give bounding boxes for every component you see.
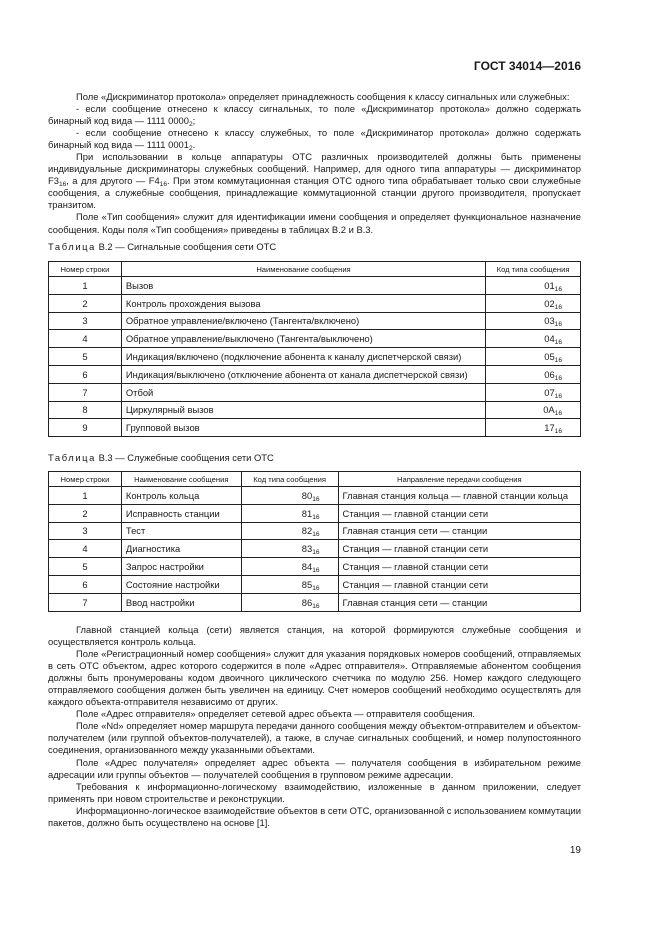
code-cell bbox=[241, 487, 338, 505]
col-header-code: Код типа сообщения bbox=[241, 472, 338, 487]
code-cell bbox=[486, 401, 581, 419]
code-base: 16 bbox=[554, 321, 562, 329]
table-row bbox=[49, 330, 581, 348]
table-row bbox=[49, 593, 581, 611]
direction-cell: Станция — главной станции сети bbox=[338, 540, 580, 558]
code-base: 16 bbox=[554, 357, 562, 365]
code-cell bbox=[241, 575, 338, 593]
code-cell bbox=[241, 593, 338, 611]
code-cell bbox=[486, 365, 581, 383]
row-number-cell: 8 bbox=[49, 401, 122, 419]
row-number-cell: 4 bbox=[49, 330, 122, 348]
message-name-cell: Индикация/включено (подключение абонента к каналу диспетчерской связи) bbox=[121, 348, 485, 366]
row-number-cell: 2 bbox=[49, 504, 122, 522]
col-header-number: Номер строки bbox=[49, 262, 122, 277]
row-number-cell: 7 bbox=[49, 593, 122, 611]
message-name-cell: Обратное управление/выключено (Тангента/выключено) bbox=[121, 330, 485, 348]
body-paragraph-5: Поле «Адрес получателя» определяет адрес объекта — получателя сообщения в избирательном режиме адресации или группы объектов — получателей сообщения в групповом режиме адресации. bbox=[48, 756, 581, 780]
row-number-cell: 1 bbox=[49, 487, 122, 505]
code-base: 16 bbox=[312, 549, 320, 557]
table-row bbox=[49, 348, 581, 366]
code-cell bbox=[241, 504, 338, 522]
body-paragraph-7: Информационно-логическое взаимодействие объектов в сети ОТС, организованной с использованием коммутации пакетов, должно быть осуществлено на основе [1]. bbox=[48, 804, 581, 828]
row-number-cell: 2 bbox=[49, 294, 122, 312]
row-number-cell: 7 bbox=[49, 383, 122, 401]
direction-cell: Станция — главной станции сети bbox=[338, 558, 580, 576]
body-text bbox=[48, 624, 581, 829]
table-b3-caption: Таблица В.3 — Служебные сообщения сети ОТС bbox=[48, 452, 274, 463]
row-number-cell: 3 bbox=[49, 312, 122, 330]
col-header-number: Номер строки bbox=[49, 472, 122, 487]
row-number-cell: 6 bbox=[49, 575, 122, 593]
message-name-cell: Исправность станции bbox=[121, 504, 241, 522]
page-number: 19 bbox=[569, 845, 581, 856]
row-number-cell: 3 bbox=[49, 522, 122, 540]
row-number-cell: 1 bbox=[49, 277, 122, 295]
table-row bbox=[49, 401, 581, 419]
code-value: 86 bbox=[301, 596, 313, 608]
body-paragraph-4: Поле «Nd» определяет номер маршрута передачи данного сообщения между объектом-отправителем и объектом-получателем (или группой объектов-получателей), а также, в случае сигнальных сообщений, и номер полупостоянного соединения, организованного между указанными объектами. bbox=[48, 720, 581, 756]
message-name-cell: Состояние настройки bbox=[121, 575, 241, 593]
code-base: 16 bbox=[312, 567, 320, 575]
code-cell bbox=[241, 540, 338, 558]
code-cell bbox=[241, 522, 338, 540]
message-name-cell: Вызов bbox=[121, 277, 485, 295]
code-base: 16 bbox=[312, 513, 320, 521]
message-name-cell: Циркулярный вызов bbox=[121, 401, 485, 419]
code-base: 16 bbox=[312, 584, 320, 592]
intro-paragraph-4: При использовании в кольце аппаратуры ОТС различных производителей должны быть применены индивидуальные дискриминаторы служебных сообщений. Например, для одного типа аппаратуры — дискриминатор $F3_{16}$, а для другого — $F4_{16}$. При этом коммутационная станция ОТС одного типа обрабатывает только свои служебные сообщения, а служебные сообщения, принадлежащие коммутационной станции другого производителя, пропускает транзитом. bbox=[48, 151, 581, 211]
table-b3-header-row bbox=[49, 472, 581, 487]
code-value: 03 bbox=[544, 315, 555, 327]
table-row bbox=[49, 419, 581, 437]
code-cell bbox=[241, 558, 338, 576]
message-name-cell: Тест bbox=[121, 522, 241, 540]
code-base: 16 bbox=[312, 531, 320, 539]
code-base: 16 bbox=[554, 285, 562, 293]
code-value: 05 bbox=[544, 351, 555, 363]
table-row bbox=[49, 575, 581, 593]
code-cell bbox=[486, 294, 581, 312]
col-header-direction: Направление передачи сообщения bbox=[338, 472, 580, 487]
code-value: 83 bbox=[301, 543, 313, 555]
message-name-cell: Индикация/выключено (отключение абонента от канала диспетчерской связи) bbox=[121, 365, 485, 383]
row-number-cell: 9 bbox=[49, 419, 122, 437]
code-value: 06 bbox=[544, 368, 555, 380]
row-number-cell: 5 bbox=[49, 348, 122, 366]
code-base: 16 bbox=[554, 374, 562, 382]
code-value: 81 bbox=[301, 507, 313, 519]
body-paragraph-3: Поле «Адрес отправителя» определяет сетевой адрес объекта — отправителя сообщения. bbox=[76, 708, 476, 720]
code-base: 16 bbox=[554, 303, 562, 311]
message-name-cell: Запрос настройки bbox=[121, 558, 241, 576]
intro-paragraph-3: - если сообщение отнесено к классу служебных, то поле «Дискриминатор протокола» должно содержать бинарный код вида — 1111 $0001_2$. bbox=[48, 127, 581, 153]
row-number-cell: 5 bbox=[49, 558, 122, 576]
table-b2-header-row bbox=[49, 262, 581, 277]
col-header-name: Наименование сообщения bbox=[121, 472, 241, 487]
table-row bbox=[49, 522, 581, 540]
intro-paragraph-5: Поле «Тип сообщения» служит для идентификации имени сообщения и определяет функциональное назначение сообщения. Коды поля «Тип сообщения» приведены в таблицах В.2 и В.3. bbox=[48, 211, 581, 235]
message-name-cell: Контроль прохождения вызова bbox=[121, 294, 485, 312]
code-value: 04 bbox=[544, 333, 555, 345]
body-paragraph-1: Главной станцией кольца (сети) является станция, на которой формируются служебные сообщения и осуществляется контроль кольца. bbox=[48, 624, 581, 648]
code-base: 16 bbox=[554, 339, 562, 347]
row-number-cell: 6 bbox=[49, 365, 122, 383]
message-name-cell: Ввод настройки bbox=[121, 593, 241, 611]
table-row bbox=[49, 558, 581, 576]
col-header-name: Наименование сообщения bbox=[121, 262, 485, 277]
code-value: 85 bbox=[301, 578, 313, 590]
direction-cell: Главная станция кольца — главной станции кольца bbox=[338, 487, 580, 505]
code-value: 02 bbox=[544, 297, 555, 309]
message-name-cell: Отбой bbox=[121, 383, 485, 401]
code-base: 16 bbox=[554, 392, 562, 400]
intro-text bbox=[48, 91, 581, 236]
row-number-cell: 4 bbox=[49, 540, 122, 558]
code-cell bbox=[486, 277, 581, 295]
code-base: 16 bbox=[554, 428, 562, 436]
table-b2 bbox=[48, 261, 581, 437]
message-name-cell: Контроль кольца bbox=[121, 487, 241, 505]
code-cell bbox=[486, 383, 581, 401]
table-row bbox=[49, 383, 581, 401]
direction-cell: Станция — главной станции сети bbox=[338, 575, 580, 593]
table-row bbox=[49, 487, 581, 505]
code-base: 16 bbox=[554, 410, 562, 418]
code-base: 16 bbox=[312, 495, 320, 503]
code-value: 01 bbox=[544, 279, 555, 291]
table-row bbox=[49, 312, 581, 330]
code-cell bbox=[486, 419, 581, 437]
code-value: 17 bbox=[544, 422, 555, 434]
table-row bbox=[49, 540, 581, 558]
table-row bbox=[49, 365, 581, 383]
table-row bbox=[49, 277, 581, 295]
message-name-cell: Обратное управление/включено (Тангента/включено) bbox=[121, 312, 485, 330]
table-row bbox=[49, 294, 581, 312]
body-paragraph-6: Требования к информационно-логическому взаимодействию, изложенные в данном приложении, следует применять при новом строительстве и реконструкции. bbox=[48, 780, 581, 804]
table-row bbox=[49, 504, 581, 522]
code-cell bbox=[486, 312, 581, 330]
intro-paragraph-1: Поле «Дискриминатор протокола» определяет принадлежность сообщения к классу сигнальных или служебных: bbox=[76, 91, 570, 102]
code-value: 0A bbox=[543, 404, 555, 416]
direction-cell: Главная станция сети — станции bbox=[338, 522, 580, 540]
intro-paragraph-2: - если сообщение отнесено к классу сигнальных, то поле «Дискриминатор протокола» должно содержать бинарный код вида — 1111 $0000_2$; bbox=[48, 103, 581, 129]
table-b3 bbox=[48, 471, 581, 612]
code-value: 84 bbox=[301, 561, 313, 573]
direction-cell: Станция — главной станции сети bbox=[338, 504, 580, 522]
message-name-cell: Диагностика bbox=[121, 540, 241, 558]
code-value: 82 bbox=[301, 525, 313, 537]
body-paragraph-2: Поле «Регистрационный номер сообщения» служит для указания порядковых номеров сообщений, отправляемых в сеть ОТС объектом, адрес которого содержится в поле «Адрес отправителя». Отправляемые абонентом сообщения должны быть пронумерованы кодом двоичного циклического счетчика по модулю 256. Номер каждого следующего отправляемого сообщения должен быть увеличен на единицу. Счет номеров сообщений необходимо осуществлять для каждого объекта-отправителя независимо от других. bbox=[48, 648, 581, 708]
col-header-code: Код типа сообщения bbox=[486, 262, 581, 277]
message-name-cell: Групповой вызов bbox=[121, 419, 485, 437]
code-cell bbox=[486, 330, 581, 348]
document-header: ГОСТ 34014—2016 bbox=[473, 59, 581, 73]
code-base: 16 bbox=[312, 602, 320, 610]
code-value: 80 bbox=[301, 489, 313, 501]
code-value: 07 bbox=[544, 386, 555, 398]
table-b2-caption: Таблица В.2 — Сигнальные сообщения сети ОТС bbox=[48, 241, 277, 252]
code-cell bbox=[486, 348, 581, 366]
direction-cell: Главная станция сети — станции bbox=[338, 593, 580, 611]
